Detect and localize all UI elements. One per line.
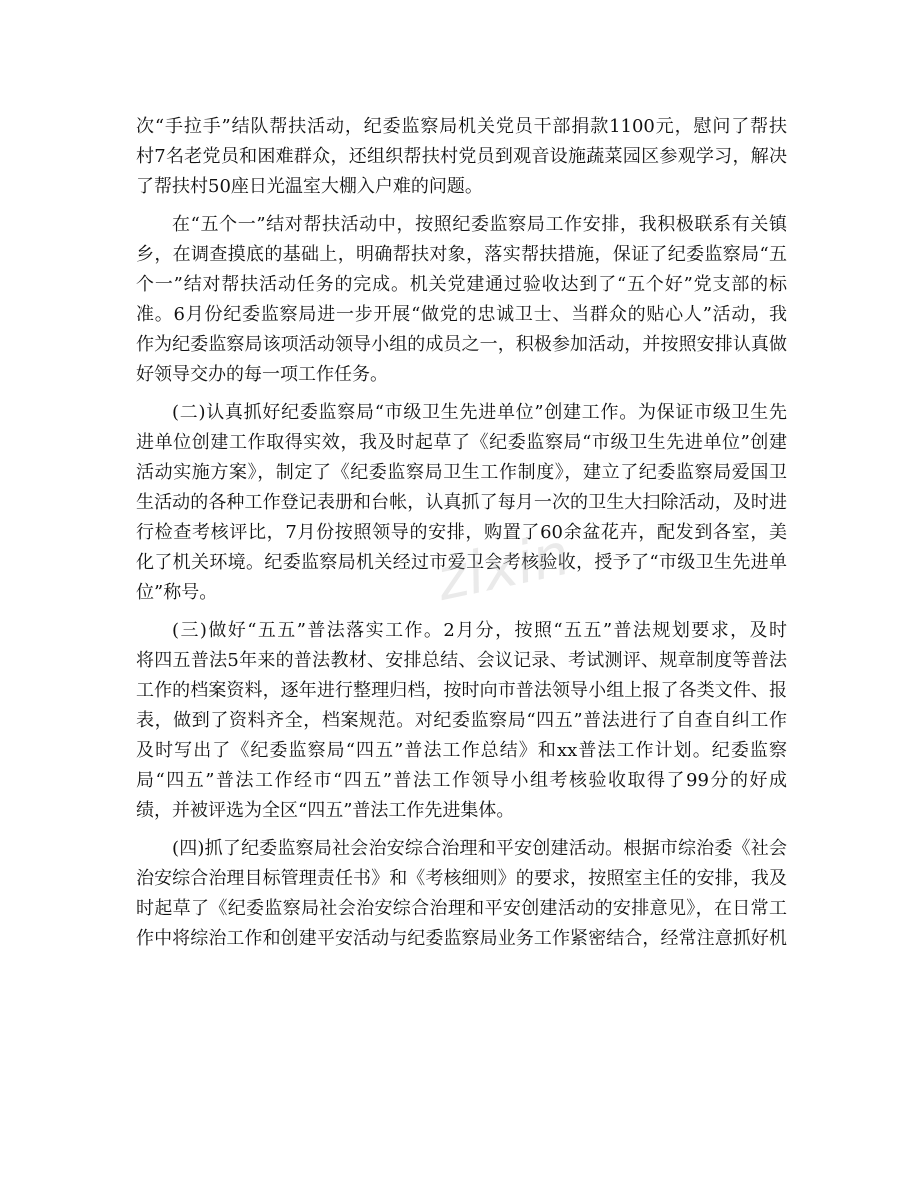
text-line: 绩，并被评选为全区“四五”普法工作先进集体。 <box>136 800 515 821</box>
text-line: 局“四五”普法工作经市“四五”普法工作领导小组考核验收取得了99分的好成 <box>136 770 787 791</box>
text-line: 作中将综治工作和创建平安活动与纪委监察局业务工作紧密结合，经常注意抓好机 <box>136 928 787 949</box>
paragraph-3 <box>136 398 787 608</box>
text-line: 表，做到了资料齐全，档案规范。对纪委监察局“四五”普法进行了自查自纠工作 <box>136 710 787 731</box>
text-line: (四)抓了纪委监察局社会治安综合治理和平安创建活动。根据市综治委《社会 <box>172 838 787 859</box>
text-line: 化了机关环境。纪委监察局机关经过市爱卫会考核验收，授予了“市级卫生先进单 <box>136 552 787 573</box>
text-line: 时起草了《纪委监察局社会治安综合治理和平安创建活动的安排意见》，在日常工 <box>136 898 787 919</box>
text-line: 个一”结对帮扶活动任务的完成。机关党建通过验收达到了“五个好”党支部的标 <box>136 274 787 295</box>
paragraph-2 <box>136 210 787 390</box>
text-line: 将四五普法5年来的普法教材、安排总结、会议记录、考试测评、规章制度等普法 <box>136 650 787 671</box>
text-line: 在“五个一”结对帮扶活动中，按照纪委监察局工作安排，我积极联系有关镇 <box>172 214 787 235</box>
watermark: zixin <box>430 519 576 614</box>
text-line: 准。6月份纪委监察局进一步开展“做党的忠诚卫士、当群众的贴心人”活动，我 <box>136 304 787 325</box>
text-line: 次“手拉手”结队帮扶活动，纪委监察局机关党员干部捐款1100元，慰问了帮扶 <box>136 116 787 137</box>
paragraph-4 <box>136 616 787 826</box>
text-line: 好领导交办的每一项工作任务。 <box>136 364 388 385</box>
text-line: 生活动的各种工作登记表册和台帐，认真抓了每月一次的卫生大扫除活动，及时进 <box>136 492 787 513</box>
text-line: 及时写出了《纪委监察局“四五”普法工作总结》和xx普法工作计划。纪委监察 <box>136 740 787 761</box>
text-line: 进单位创建工作取得实效，我及时起草了《纪委监察局“市级卫生先进单位”创建 <box>136 432 787 453</box>
text-line: 作为纪委监察局该项活动领导小组的成员之一，积极参加活动，并按照安排认真做 <box>136 334 787 355</box>
document-body <box>136 112 787 962</box>
text-line: 行检查考核评比，7月份按照领导的安排，购置了60余盆花卉，配发到各室，美 <box>136 522 787 543</box>
text-line: 治安综合治理目标管理责任书》和《考核细则》的要求，按照室主任的安排，我及 <box>136 868 787 889</box>
text-line: 了帮扶村50座日光温室大棚入户难的问题。 <box>136 176 483 197</box>
paragraph-5 <box>136 834 787 954</box>
text-line: 位”称号。 <box>136 582 218 603</box>
text-line: 工作的档案资料，逐年进行整理归档，按时向市普法领导小组上报了各类文件、报 <box>136 680 787 701</box>
text-line: 村7名老党员和困难群众，还组织帮扶村党员到观音设施蔬菜园区参观学习，解决 <box>136 146 787 167</box>
text-line: 乡，在调查摸底的基础上，明确帮扶对象，落实帮扶措施，保证了纪委监察局“五 <box>136 244 787 265</box>
paragraph-1 <box>136 112 787 202</box>
text-line: (二)认真抓好纪委监察局“市级卫生先进单位”创建工作。为保证市级卫生先 <box>172 402 787 423</box>
text-line: (三)做好“五五”普法落实工作。2月分，按照“五五”普法规划要求，及时 <box>172 620 787 641</box>
text-line: 活动实施方案》，制定了《纪委监察局卫生工作制度》，建立了纪委监察局爱国卫 <box>136 462 787 483</box>
